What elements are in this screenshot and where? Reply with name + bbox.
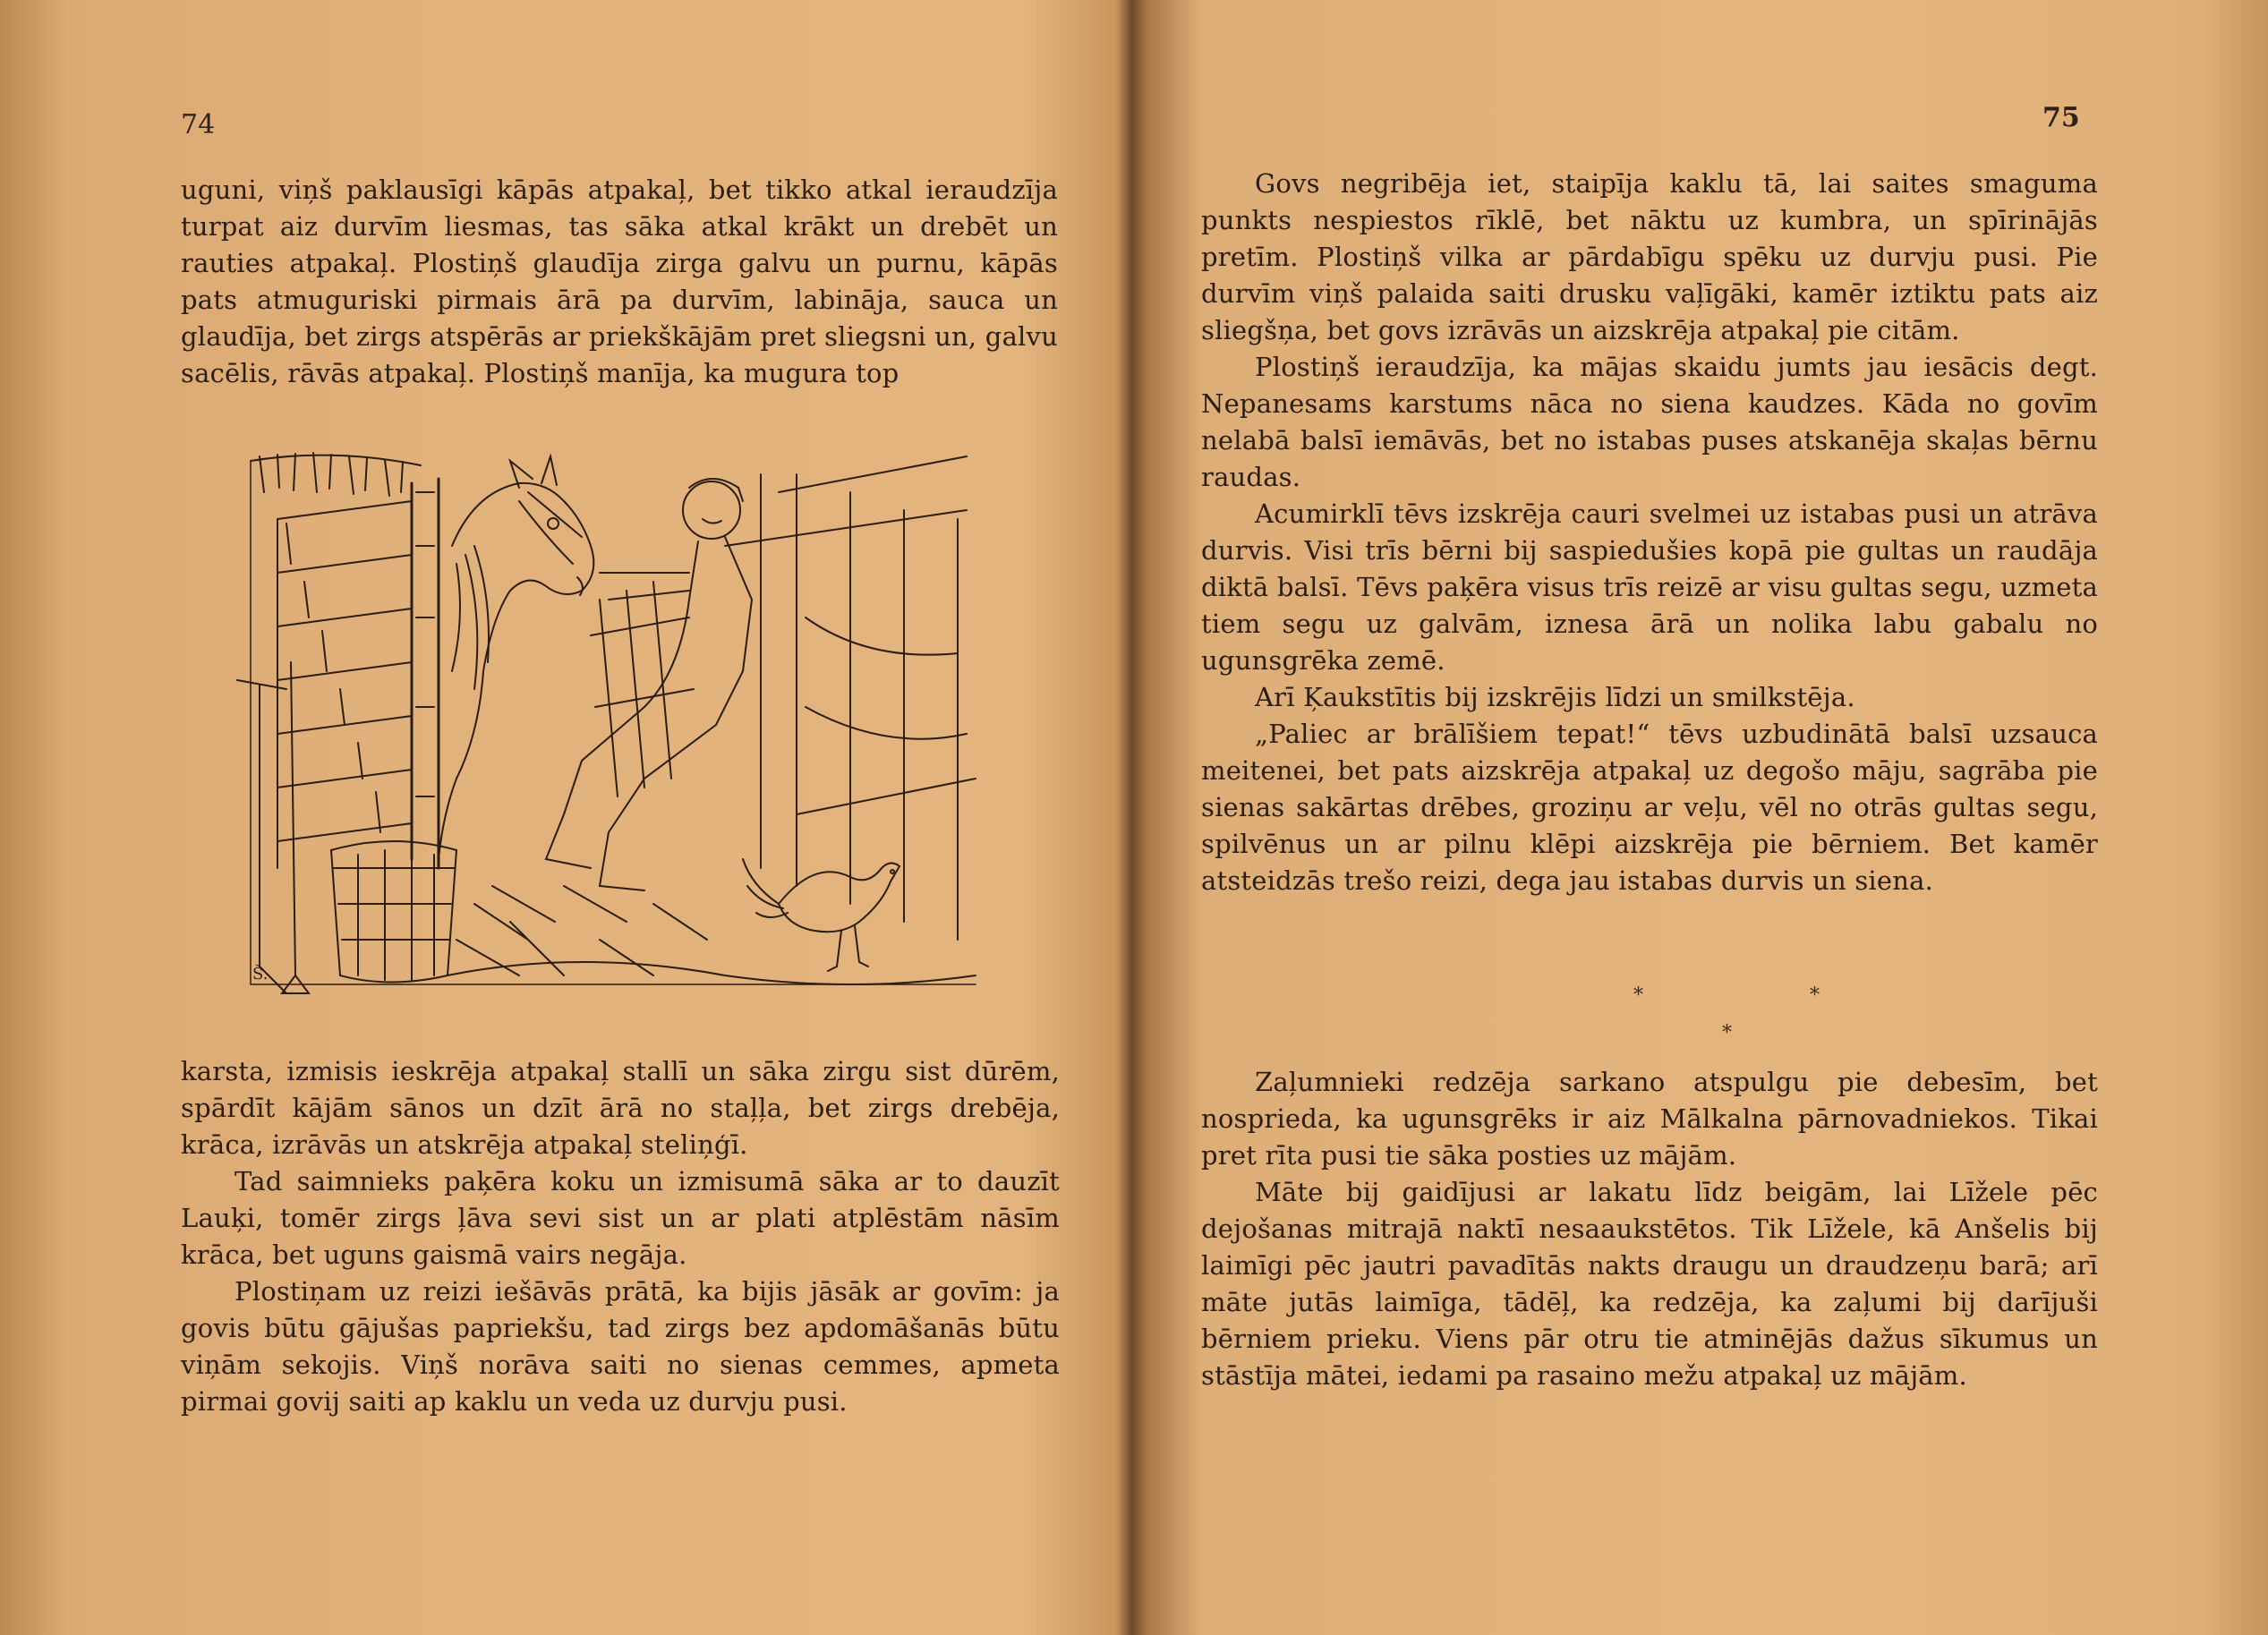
right-page	[1138, 0, 2268, 1635]
right-top-text	[1201, 166, 2098, 899]
paragraph: Govs negribēja iet, staipīja kaklu tā, lai saites smaguma punkts nespiestos rīklē, bet nāktu uz kumbra, un spīrinājās pretīm. Plostiņš vilka ar pārdabīgu spēku uz durvju pusi. Pie durvīm viņš palaida saiti drusku vaļīgāki, kamēr iztiktu pats aiz sliegšņa, bet govs izrāvās un aizskrēja atpakaļ pie citām.	[1201, 168, 2098, 345]
page-number-left: 74	[181, 109, 216, 141]
asterisk: *	[1810, 984, 1820, 1007]
paragraph: „Paliec ar brālīšiem tepat!“ tēvs uzbudinātā balsī uzsauca meitenei, bet pats aizskrēja atpakaļ uz degošo māju, sagrāba pie sienas sakārtas drēbes, groziņu ar veļu, vēl no otrās gultas segu, spilvēnus un ar pilnu klēpi aizskrēja pie bērniem. Bet kamēr atsteidzās trešo reizi, dega jau istabas durvis un siena.	[1201, 719, 2098, 896]
paragraph: Plostiņš ieraudzīja, ka mājas skaidu jumts jau iesācis degt. Nepanesams karstums nāca no siena kaudzes. Kāda no govīm nelabā balsī iemāvās, bet no istabas puses atskanēja skaļas bērnu raudas.	[1201, 352, 2098, 492]
paragraph: uguni, viņš paklausīgi kāpās atpakaļ, bet tikko atkal ieraudzīja turpat aiz durvīm liesmas, tas sāka atkal krākt un drebēt un rauties atpakaļ. Plostiņš glaudīja zirga galvu un purnu, kāpās pats atmuguriski pirmais ārā pa durvīm, labināja, sauca un glaudīja, bet zirgs atspērās ar priekškājām pret sliegsni un, galvu sacēlis, rāvās atpakaļ. Plostiņš manīja, ka mugura top	[181, 175, 1058, 388]
asterisk: *	[1722, 1022, 1732, 1044]
paragraph: Zaļumnieki redzēja sarkano atspulgu pie debesīm, bet nosprieda, ka ugunsgrēks ir aiz Mālkalna pārnovadniekos. Tikai pret rīta pusi tie sāka posties uz mājām.	[1201, 1067, 2098, 1171]
page-number-right: 75	[2042, 102, 2080, 133]
left-top-text	[181, 172, 1058, 392]
section-separator	[1201, 984, 2098, 1056]
paragraph: Tad saimnieks paķēra koku un izmisumā sāka ar to dauzīt Lauķi, tomēr zirgs ļāva sevi sist un ar plati atplēstām nāsīm krāca, bet uguns gaismā vairs negāja.	[181, 1166, 1060, 1270]
left-page	[0, 0, 1130, 1635]
paragraph: Acumirklī tēvs izskrēja cauri svelmei uz istabas pusi un atrāva durvis. Visi trīs bērni bij saspiedušies kopā pie gultas un raudāja diktā balsī. Tēvs paķēra visus trīs reizē ar visu gultas segu, uzmeta tiem segu uz galvām, iznesa ārā un nolika labu gabalu no ugunsgrēka zemē.	[1201, 498, 2098, 676]
paragraph: Plostiņam uz reizi iešāvās prātā, ka bijis jāsāk ar govīm: ja govis būtu gājušas papriekšu, tad zirgs bez apdomāšanās būtu viņām sekojis. Viņš norāva saiti no sienas cemmes, apmeta pirmai govij saiti ap kaklu un veda uz durvju pusi.	[181, 1276, 1060, 1417]
paragraph: Arī Ķaukstītis bij izskrējis līdzi un smilkstēja.	[1255, 682, 1855, 712]
asterisk: *	[1633, 984, 1643, 1007]
illustration-signature: Š.	[252, 965, 269, 984]
paragraph: karsta, izmisis ieskrēja atpakaļ stallī un sāka zirgu sist dūrēm, spārdīt kājām sānos un dzīt ārā no staļļa, bet zirgs drebēja, krāca, izrāvās un atskrēja atpakaļ steliņģī.	[181, 1056, 1060, 1160]
right-bottom-text	[1201, 1064, 2098, 1394]
left-bottom-text	[181, 1053, 1060, 1420]
paragraph: Māte bij gaidījusi ar lakatu līdz beigām, lai Līžele pēc dejošanas mitrajā naktī nesaaukstētos. Tik Līžele, kā Anšelis bij laimīgi pēc jautri pavadītās nakts draugu un draudzeņu barā; arī māte jutās laimīga, tādēļ, ka redzēja, ka zaļumi bij darījuši bērniem prieku. Viens pār otru tie atminējās dažus sīkumus un stāstīja mātei, iedami pa rasaino mežu atpakaļ uz mājām.	[1201, 1177, 2098, 1391]
illustration-man-leading-horse	[224, 439, 1002, 1011]
